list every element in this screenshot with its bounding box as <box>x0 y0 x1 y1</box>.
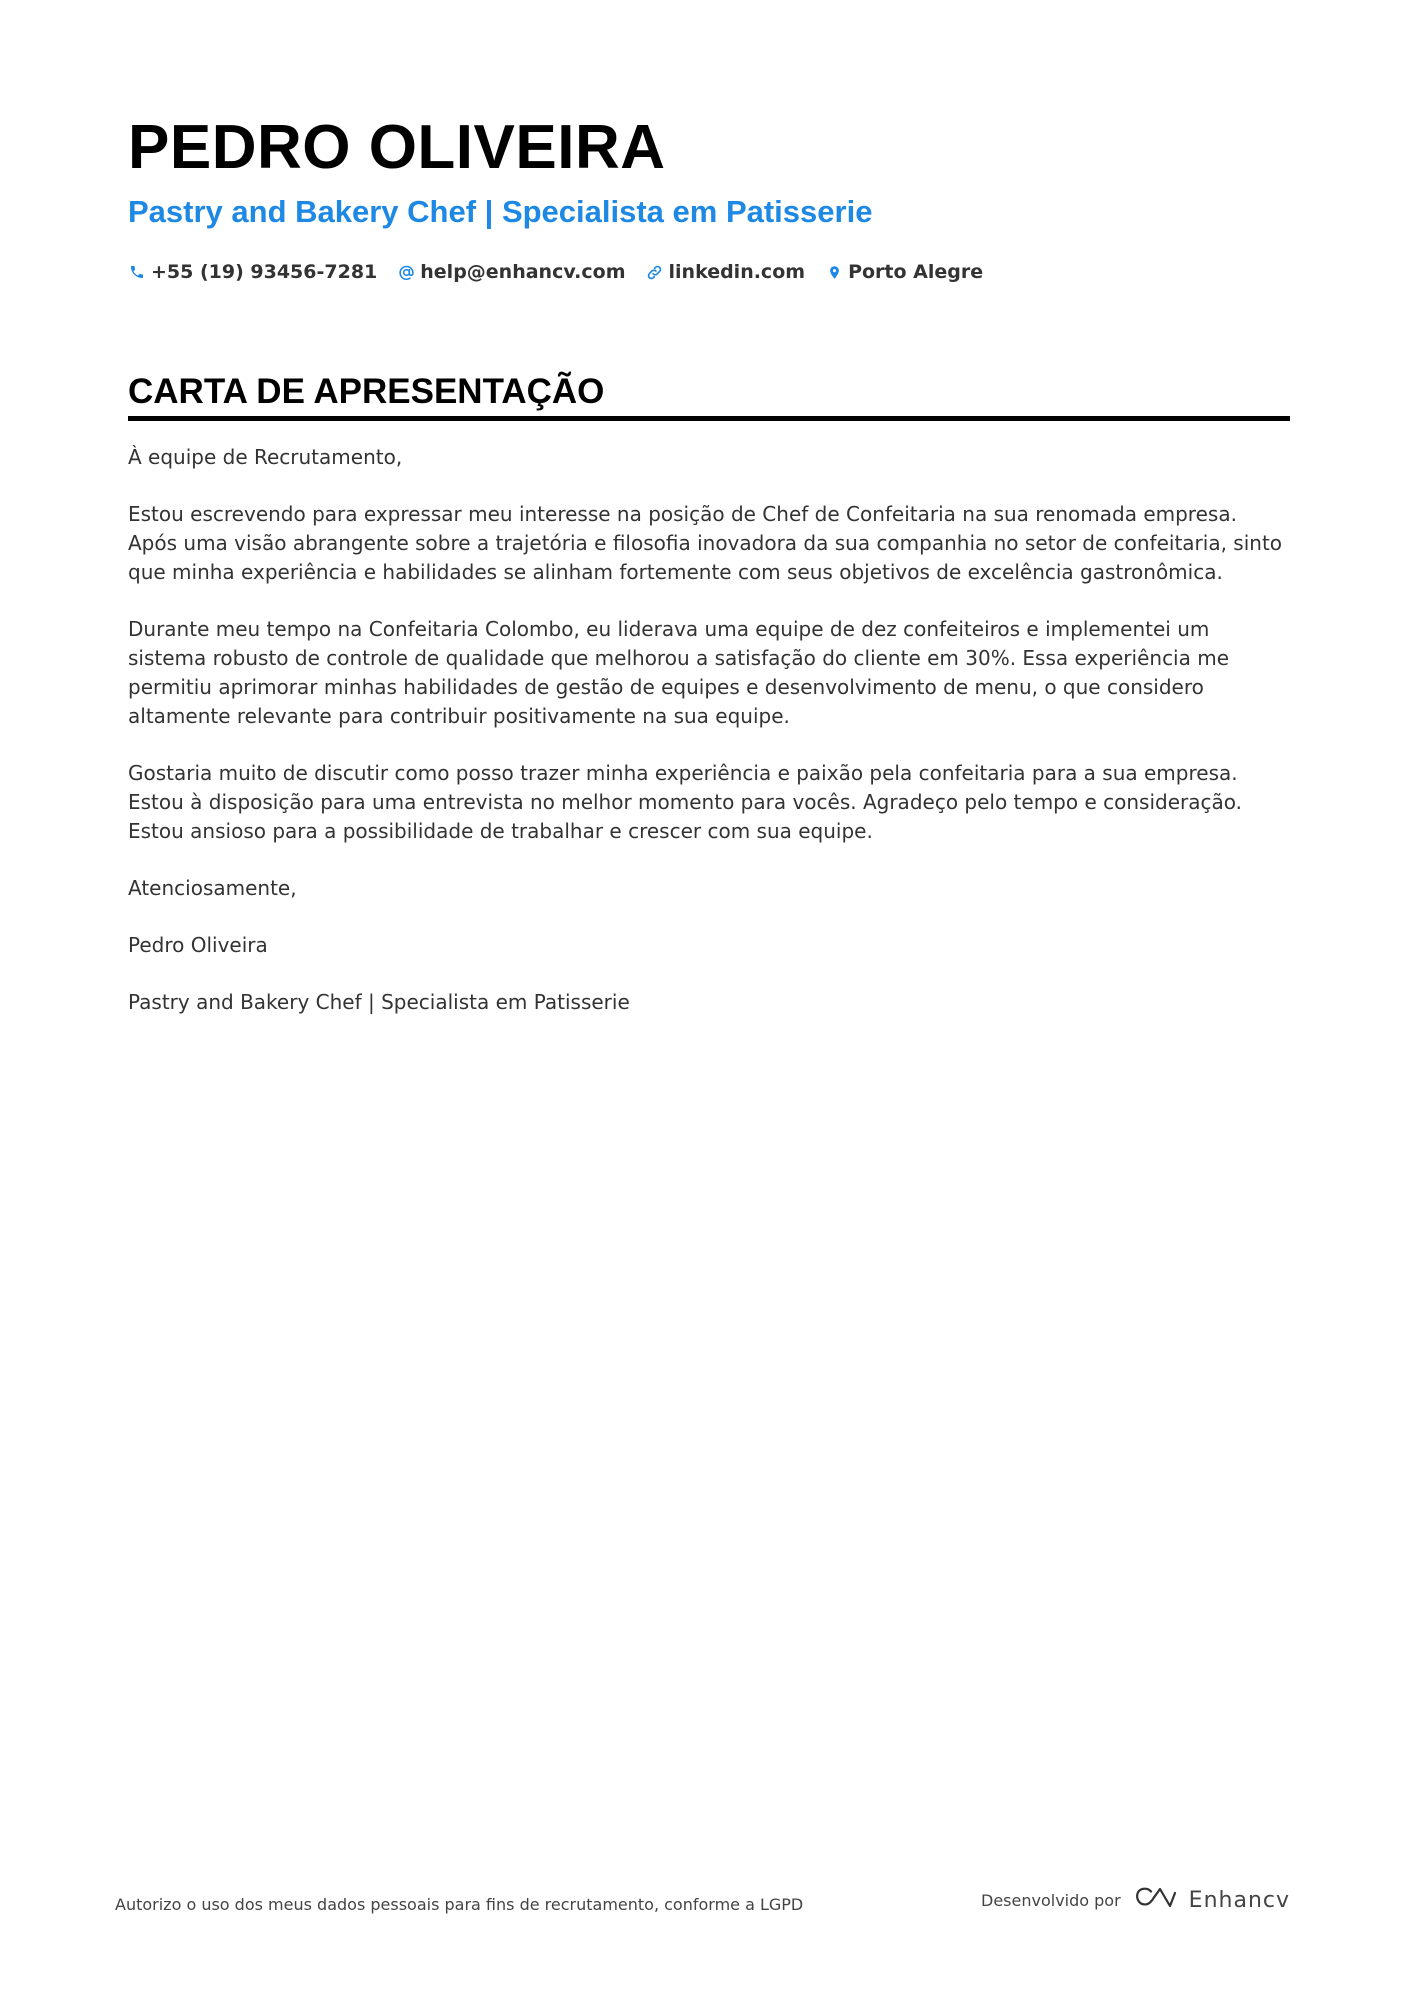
powered-by-label: Desenvolvido por <box>981 1890 1121 1910</box>
signature-title: Pastry and Bakery Chef | Specialista em Patisserie <box>128 990 630 1014</box>
contact-email-text: help@enhancv.com <box>420 261 626 283</box>
phone-icon <box>128 263 146 281</box>
contact-phone-text: +55 (19) 93456-7281 <box>151 261 378 283</box>
letter-body <box>128 443 1290 1017</box>
letter-closing: Atenciosamente, <box>128 876 297 900</box>
signature-name: Pedro Oliveira <box>128 933 268 957</box>
cover-letter-page <box>128 108 1290 1045</box>
footer-consent: Autorizo o uso dos meus dados pessoais para fins de recrutamento, conforme a LGPD <box>115 1895 804 1914</box>
letter-paragraph: Estou escrevendo para expressar meu interesse na posição de Chef de Confeitaria na sua renomada empresa. Após uma visão abrangente sobre a trajetória e filosofia inovadora da sua companhia no setor de confeitaria, sinto que minha experiência e habilidades se alinham fortemente com seus objetivos de excelência gastronômica. <box>128 502 1283 584</box>
link-icon <box>646 263 664 281</box>
contact-location <box>825 261 983 283</box>
letter-greeting: À equipe de Recrutamento, <box>128 445 403 469</box>
contact-phone <box>128 261 377 283</box>
enhancv-logo-icon <box>1133 1885 1179 1915</box>
contact-email[interactable] <box>397 261 625 283</box>
candidate-headline: Pastry and Bakery Chef | Specialista em Patisserie <box>128 194 873 229</box>
contact-linkedin[interactable] <box>646 261 806 283</box>
contact-linkedin-text: linkedin.com <box>668 261 806 283</box>
at-icon <box>397 263 415 281</box>
letter-paragraph: Durante meu tempo na Confeitaria Colombo, eu liderava uma equipe de dez confeiteiros e implementei um sistema robusto de controle de qualidade que melhorou a satisfação do cliente em 30%. Essa experiência me permitiu aprimorar minhas habilidades de gestão de equipes e desenvolvimento de menu, o que considero altamente relevante para contribuir positivamente na sua equipe. <box>128 617 1230 728</box>
location-pin-icon <box>825 263 843 281</box>
candidate-name: PEDRO OLIVEIRA <box>128 113 666 182</box>
contact-location-text: Porto Alegre <box>848 261 984 283</box>
section-title: CARTA DE APRESENTAÇÃO <box>128 370 1290 421</box>
contact-bar <box>128 256 1290 288</box>
footer-branding[interactable] <box>981 1885 1290 1915</box>
brand-name: Enhancv <box>1188 1887 1290 1913</box>
letter-paragraph: Gostaria muito de discutir como posso trazer minha experiência e paixão pela confeitaria para a sua empresa. Estou à disposição para uma entrevista no melhor momento para vocês. Agradeço pelo tempo e consideração. Estou ansioso para a possibilidade de trabalhar e crescer com sua equipe. <box>128 761 1242 843</box>
